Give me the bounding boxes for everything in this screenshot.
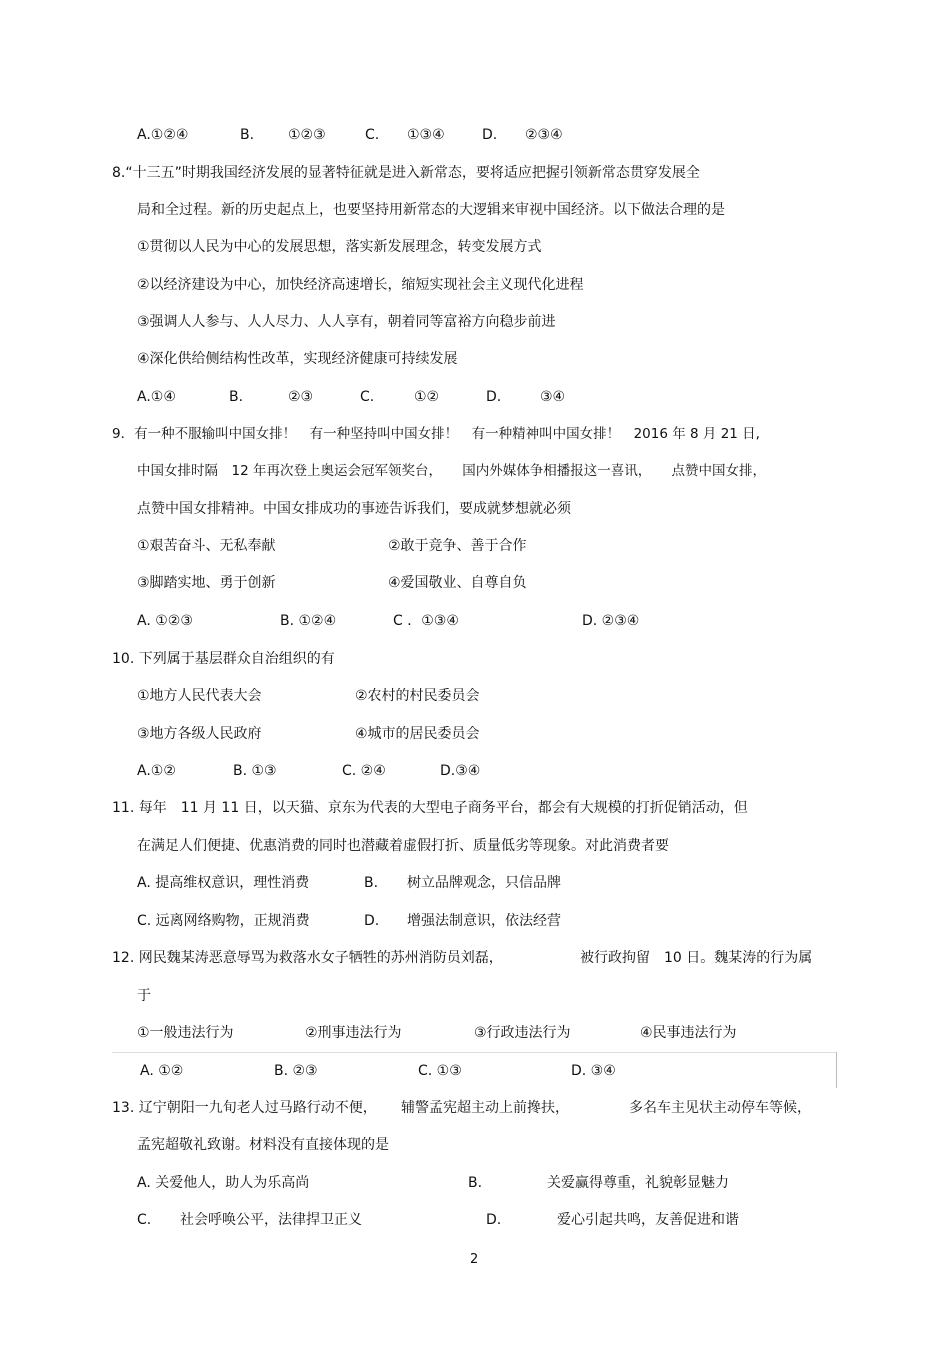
q11-stem-line1: 11. 每年 11 月 11 日，以天猫、京东为代表的大型电子商务平台，都会有大规模的打折促销活动，但	[112, 800, 748, 816]
q7-option-a: A.①②④	[137, 127, 189, 143]
q8-option-b-label: B.	[229, 389, 244, 405]
q7-option-c: ①③④	[407, 127, 445, 143]
table-rule-horizontal	[112, 1052, 837, 1053]
q9-option-b: B. ①②④	[280, 613, 337, 629]
q9-stem-line3: 点赞中国女排精神。中国女排成功的事迹告诉我们，要成就梦想就必须	[137, 501, 571, 517]
q12-item-1: ①一般违法行为	[137, 1025, 234, 1041]
q12-option-c: C. ①③	[418, 1063, 462, 1079]
q10-item-2: ②农村的村民委员会	[355, 688, 480, 704]
q10-stem: 10. 下列属于基层群众自治组织的有	[112, 651, 335, 667]
q11-option-b: 树立品牌观念，只信品牌	[407, 875, 561, 891]
q13-option-d-label: D.	[486, 1212, 502, 1228]
q8-option-d: ③④	[540, 389, 566, 405]
q10-option-a: A.①②	[137, 763, 176, 779]
q13-stem-line2: 孟宪超敬礼致谢。材料没有直接体现的是	[137, 1137, 389, 1153]
q12-stem-line1b: 被行政拘留 10 日。魏某涛的行为属	[580, 950, 813, 966]
q7-option-b-label: B.	[240, 127, 255, 143]
q7-option-d-label: D.	[482, 127, 498, 143]
page-number: 2	[470, 1252, 479, 1267]
q11-option-a: A. 提高维权意识，理性消费	[137, 875, 310, 891]
q7-option-b: ①②③	[288, 127, 326, 143]
q13-option-a: A. 关爱他人，助人为乐高尚	[137, 1175, 310, 1191]
q13-option-d: 爱心引起共鸣，友善促进和谐	[557, 1212, 739, 1228]
q13-option-c: 社会呼唤公平，法律捍卫正义	[180, 1212, 362, 1228]
q11-option-d-label: D.	[364, 913, 380, 929]
q12-option-d: D. ③④	[571, 1063, 616, 1079]
q12-item-2: ②刑事违法行为	[305, 1025, 402, 1041]
q8-option-c: ①②	[414, 389, 440, 405]
q7-option-c-label: C.	[365, 127, 380, 143]
q8-item-3: ③强调人人参与、人人尽力、人人享有，朝着同等富裕方向稳步前进	[137, 314, 556, 330]
q10-item-4: ④城市的居民委员会	[355, 726, 480, 742]
q11-stem-line2: 在满足人们便捷、优惠消费的同时也潜藏着虚假打折、质量低劣等现象。对此消费者要	[137, 838, 669, 854]
q9-stem-line2: 中国女排时隔 12 年再次登上奥运会冠军领奖台， 国内外媒体争相播报这一喜讯， 点赞中国女排，	[137, 463, 766, 479]
q13-option-c-label: C.	[137, 1212, 152, 1228]
q10-option-b: B. ①③	[233, 763, 277, 779]
q9-option-a: A. ①②③	[137, 613, 193, 629]
q13-option-b-label: B.	[468, 1175, 483, 1191]
q10-item-3: ③地方各级人民政府	[137, 726, 262, 742]
q13-stem-line1b: 辅警孟宪超主动上前搀扶，	[401, 1100, 569, 1116]
q9-item-2: ②敢于竞争、善于合作	[388, 538, 527, 554]
q9-item-4: ④爱国敬业、自尊自负	[388, 575, 527, 591]
q12-stem-line1a: 12. 网民魏某涛恶意辱骂为救落水女子牺牲的苏州消防员刘磊，	[112, 950, 503, 966]
q9-option-d: D. ②③④	[582, 613, 640, 629]
q10-item-1: ①地方人民代表大会	[137, 688, 262, 704]
q9-stem-line1: 9．有一种不服输叫中国女排！ 有一种坚持叫中国女排！ 有一种精神叫中国女排！ 2016 年 8 月 21 日,	[112, 426, 760, 442]
q8-option-c-label: C.	[360, 389, 375, 405]
q8-stem-line2: 局和全过程。新的历史起点上，也要坚持用新常态的大逻辑来审视中国经济。以下做法合理的是	[137, 202, 725, 218]
q13-stem-line1c: 多名车主见状主动停车等候，	[629, 1100, 811, 1116]
q13-stem-line1a: 13. 辽宁朝阳一九旬老人过马路行动不便，	[112, 1100, 377, 1116]
q8-option-d-label: D.	[486, 389, 502, 405]
q10-option-c: C. ②④	[342, 763, 386, 779]
q12-item-3: ③行政违法行为	[474, 1025, 571, 1041]
table-rule-vertical	[836, 1052, 837, 1088]
q12-item-4: ④民事违法行为	[640, 1025, 737, 1041]
q10-option-d: D.③④	[440, 763, 481, 779]
q9-option-c: C ．①③④	[393, 613, 459, 629]
q12-option-b: B. ②③	[274, 1063, 318, 1079]
q9-item-3: ③脚踏实地、勇于创新	[137, 575, 276, 591]
q11-option-b-label: B.	[364, 875, 379, 891]
q12-option-a: A. ①②	[140, 1063, 184, 1079]
q8-item-1: ①贯彻以人民为中心的发展思想，落实新发展理念，转变发展方式	[137, 239, 542, 255]
q7-option-d: ②③④	[525, 127, 563, 143]
q12-stem-line2: 于	[137, 988, 151, 1004]
q8-option-a: A.①④	[137, 389, 176, 405]
q13-option-b: 关爱赢得尊重，礼貌彰显魅力	[547, 1175, 729, 1191]
q9-item-1: ①艰苦奋斗、无私奉献	[137, 538, 276, 554]
q8-item-2: ②以经济建设为中心，加快经济高速增长，缩短实现社会主义现代化进程	[137, 277, 584, 293]
q11-option-c: C. 远离网络购物，正规消费	[137, 913, 310, 929]
q11-option-d: 增强法制意识，依法经营	[407, 913, 561, 929]
q8-stem-line1: 8.“十三五”时期我国经济发展的显著特征就是进入新常态，要将适应把握引领新常态贯穿发展全	[112, 165, 700, 181]
q8-option-b: ②③	[288, 389, 314, 405]
q8-item-4: ④深化供给侧结构性改革，实现经济健康可持续发展	[137, 351, 458, 367]
